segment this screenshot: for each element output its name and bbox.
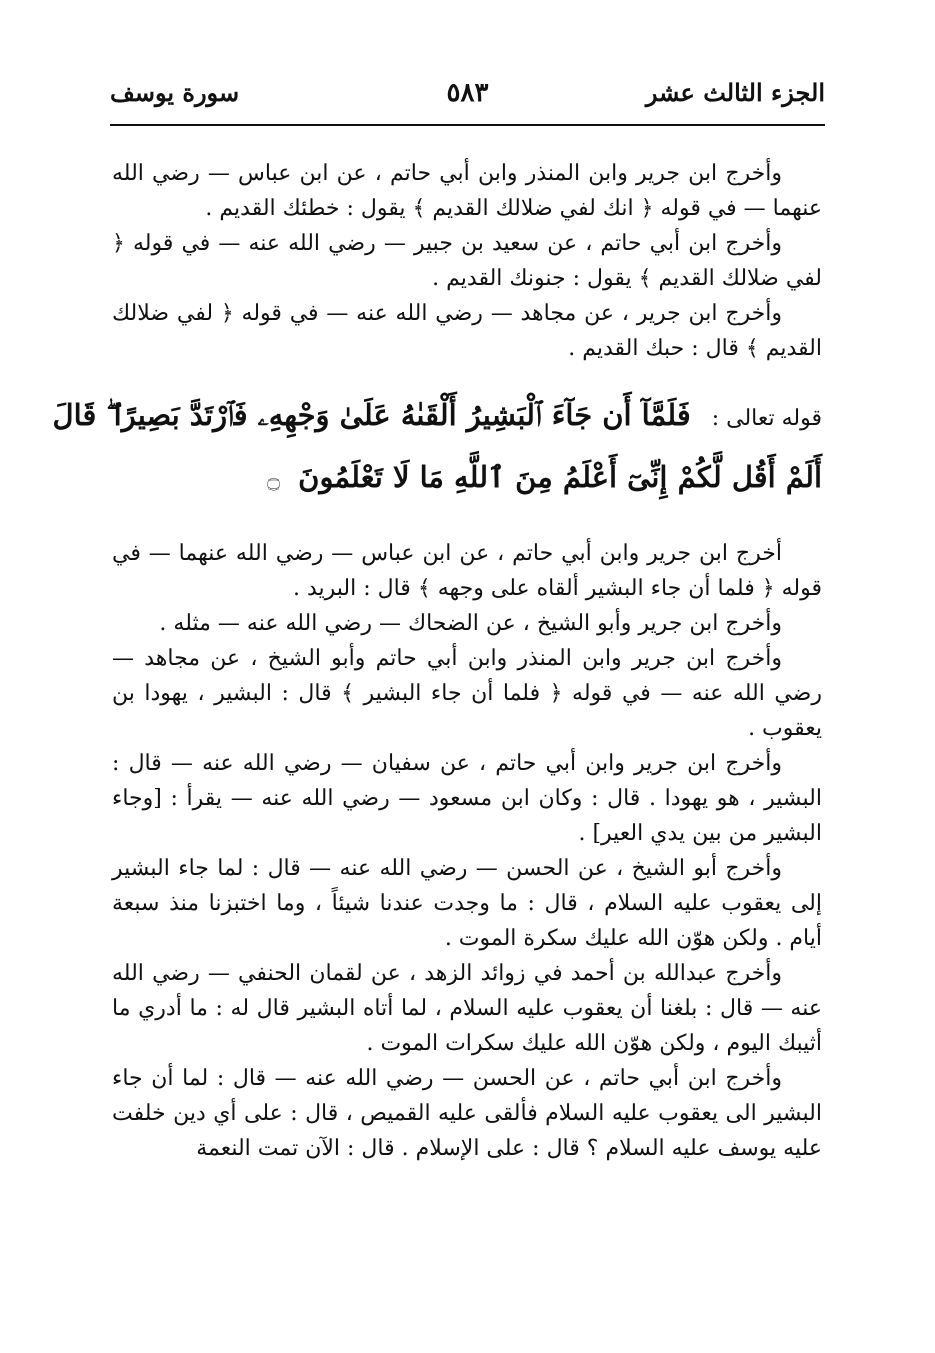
paragraph: وأخرج ابن أبي حاتم ، عن الحسن — رضي الله عنه — قال : لما أن جاء البشير الى يعقوب عليه السلام فألقى عليه القميص ، قال : على أي دين خلفت عليه يوسف عليه السلام ؟ قال : على الإسلام . قال : الآن تمت النعمة: [112, 1066, 822, 1161]
paragraph: وأخرج ابن جرير ، عن مجاهد — رضي الله عنه — في قوله ﴿ لفي ضلالك القديم ﴾ قال : حبك القديم .: [112, 301, 822, 361]
paragraph: وأخرج ابن جرير وابن المنذر وابن أبي حاتم ، عن ابن عباس — رضي الله عنهما — في قوله ﴿ انك لفي ضلالك القديم ﴾ يقول : خطئك القديم .: [112, 161, 822, 221]
quran-verse: [52, 386, 822, 510]
page-number: ٥٨٣: [446, 78, 489, 108]
paragraph: وأخرج أبو الشيخ ، عن الحسن — رضي الله عنه — قال : لما جاء البشير إلى يعقوب عليه السلام ، قال : ما وجدت عندنا شيئاً ، وما اختبزنا منذ سبعة أيام . ولكن هوّن الله عليك سكرة الموت .: [112, 856, 822, 951]
header-rule: [110, 124, 825, 126]
paragraph: أخرج ابن جرير وابن أبي حاتم ، عن ابن عباس — رضي الله عنهما — في قوله ﴿ فلما أن جاء البشير ألقاه على وجهه ﴾ قال : البريد .: [112, 541, 822, 601]
ayah-end-mark: ۝: [267, 468, 281, 493]
verse-line-1: فَلَمَّآ أَن جَآءَ ٱلْبَشِيرُ أَلْقَىٰهُ عَلَىٰ وَجْهِهِۦ فَٱرْتَدَّ بَصِيرًا ۖ قَالَ: [52, 398, 691, 432]
paragraph: وأخرج ابن أبي حاتم ، عن سعيد بن جبير — رضي الله عنه — في قوله ﴿ لفي ضلالك القديم ﴾ يقول : جنونك القديم .: [112, 231, 822, 291]
part-title: الجزء الثالث عشر: [645, 78, 825, 107]
paragraph: وأخرج ابن جرير وأبو الشيخ ، عن الضحاك — رضي الله عنه — مثله .: [159, 611, 782, 636]
page-body: [52, 156, 822, 1166]
page-header: [110, 78, 825, 118]
surah-title: سورة يوسف: [110, 78, 240, 107]
paragraph: وأخرج ابن جرير وابن أبي حاتم ، عن سفيان — رضي الله عنه — قال : البشير ، هو يهودا . قال : وكان ابن مسعود — رضي الله عنه — يقرأ : [وجاء البشير من بين يدي العير] .: [112, 751, 822, 846]
verse-line-2: أَلَمْ أَقُل لَّكُمْ إِنِّىٓ أَعْلَمُ مِنَ ٱللَّهِ مَا لَا تَعْلَمُونَ: [298, 460, 822, 494]
paragraph: وأخرج عبدالله بن أحمد في زوائد الزهد ، عن لقمان الحنفي — رضي الله عنه — قال : بلغنا أن يعقوب عليه السلام ، لما أتاه البشير قال له : ما أدري ما أثيبك اليوم ، ولكن هوّن الله عليك سكرات الموت .: [112, 961, 822, 1056]
verse-intro: قوله تعالى :: [711, 406, 822, 431]
paragraph: وأخرج ابن جرير وابن المنذر وابن أبي حاتم وأبو الشيخ ، عن مجاهد — رضي الله عنه — في قوله ﴿ فلما أن جاء البشير ﴾ قال : البشير ، يهودا بن يعقوب .: [112, 646, 822, 741]
